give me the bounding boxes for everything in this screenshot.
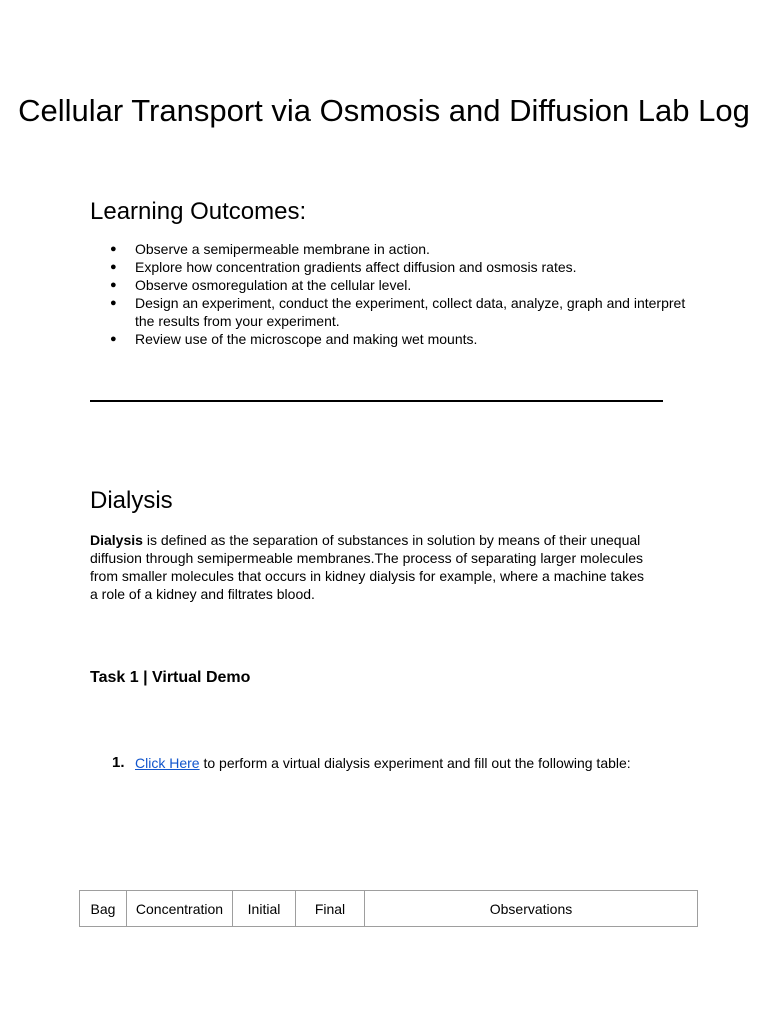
dialysis-data-table (79, 890, 698, 927)
list-item-text: Observe a semipermeable membrane in action. (135, 241, 430, 257)
task1-heading: Task 1 | Virtual Demo (90, 669, 251, 686)
dialysis-term: Dialysis (90, 532, 143, 548)
list-item-text: Design an experiment, conduct the experiment, collect data, analyze, graph and interpret the results from your experiment. (135, 295, 686, 329)
learning-outcomes-list (90, 240, 690, 348)
click-here-link[interactable]: Click Here (135, 755, 200, 771)
list-item-text: Observe osmoregulation at the cellular level. (135, 277, 412, 293)
list-item-text: Explore how concentration gradients affect diffusion and osmosis rates. (135, 259, 577, 275)
column-header-observations: Observations (365, 891, 698, 927)
list-item (90, 258, 690, 276)
table-header-row (80, 891, 698, 927)
bullet-icon: ● (110, 279, 117, 291)
list-item (90, 276, 690, 294)
bullet-icon: ● (110, 243, 117, 255)
list-item (90, 240, 690, 258)
list-item (90, 294, 690, 330)
list-item (90, 330, 690, 348)
column-header-initial: Initial (233, 891, 296, 927)
bullet-icon: ● (110, 333, 117, 345)
horizontal-divider (90, 400, 663, 402)
step-text: to perform a virtual dialysis experiment and fill out the following table: (199, 755, 631, 771)
column-header-concentration: Concentration (127, 891, 233, 927)
step-body (135, 754, 631, 772)
bullet-icon: ● (110, 261, 117, 273)
dialysis-definition-text: is defined as the separation of substances in solution by means of their unequal diffusion through semipermeable membranes.The process of separating larger molecules from smaller molecules that occurs in kidney dialysis for example, where a machine takes a role of a kidney and filtrates blood. (90, 532, 645, 602)
learning-outcomes-heading: Learning Outcomes: (90, 198, 307, 225)
column-header-bag: Bag (80, 891, 127, 927)
bullet-icon: ● (110, 297, 117, 309)
column-header-final: Final (296, 891, 365, 927)
dialysis-heading: Dialysis (90, 487, 173, 514)
list-item-text: Review use of the microscope and making wet mounts. (135, 331, 478, 347)
dialysis-definition (90, 531, 650, 603)
step-number: 1. (112, 754, 125, 771)
document-title: Cellular Transport via Osmosis and Diffusion Lab Log (18, 93, 750, 128)
